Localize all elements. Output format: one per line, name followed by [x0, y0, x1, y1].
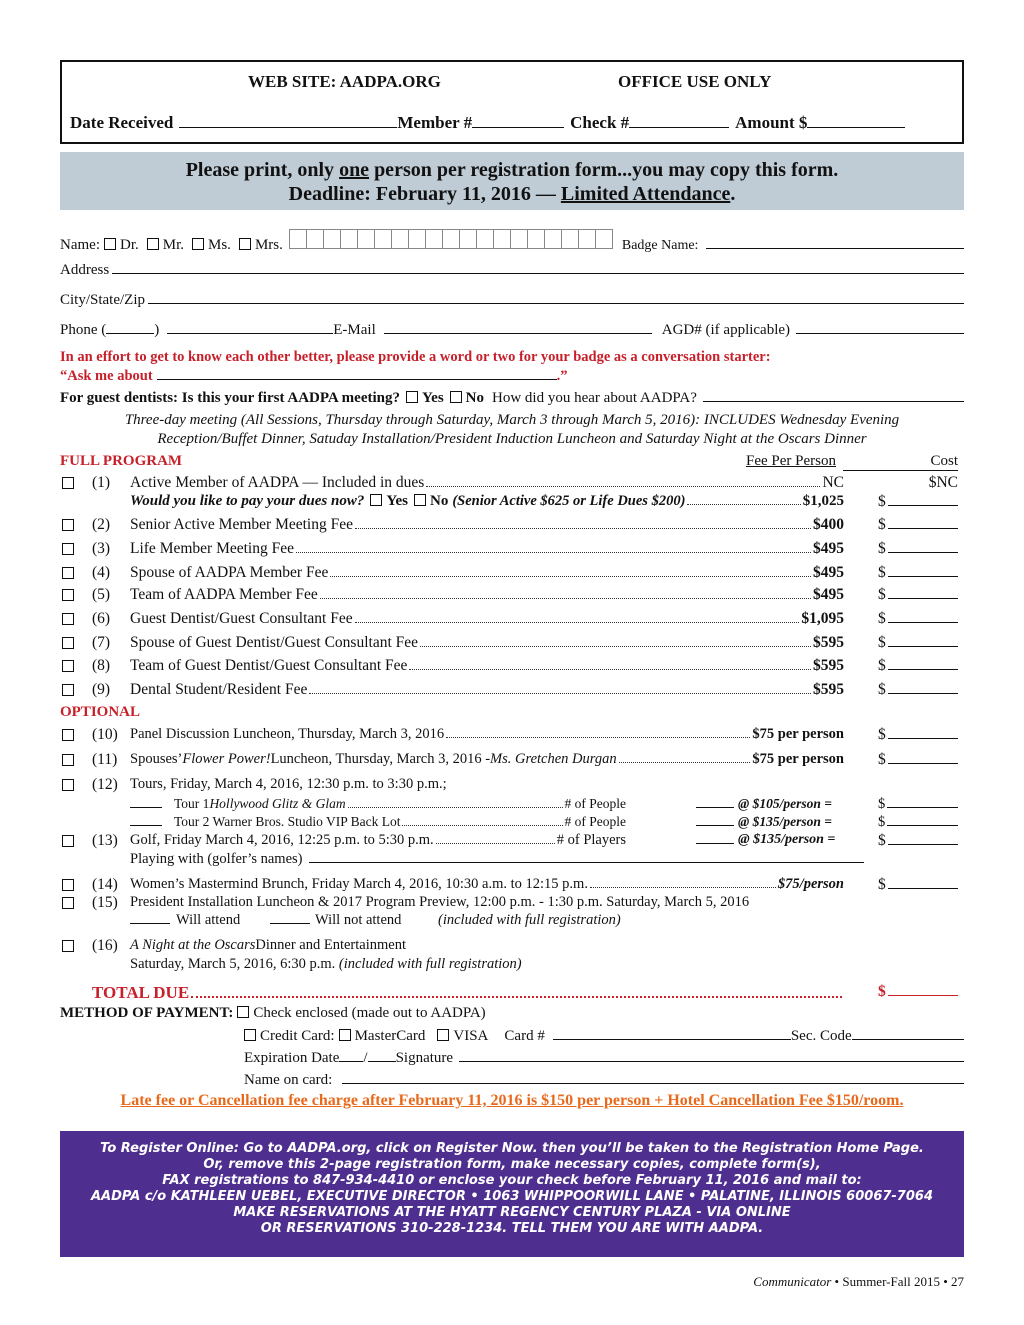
three-day-line2 [60, 431, 964, 448]
payment-method-label: METHOD OF PAYMENT: [60, 1005, 234, 1021]
visa-checkbox[interactable] [437, 1029, 449, 1041]
city-label: City/State/Zip [60, 292, 145, 308]
program-item-fee: NC [822, 474, 844, 491]
tour-label: Tour 1 [174, 796, 210, 811]
program-item-fee: $595 [813, 681, 844, 698]
ask-me-about-end: .” [556, 368, 568, 384]
golf-cost-field[interactable] [888, 833, 958, 845]
dues-yes-checkbox[interactable] [370, 494, 382, 506]
cost-dollar: $ [878, 681, 886, 698]
cost-dollar: $ [878, 751, 886, 768]
program-item-cost-field[interactable] [888, 611, 958, 623]
program-item-number: (8) [92, 657, 111, 674]
mr-label: Mr. [162, 237, 184, 253]
name-label: Name: [60, 237, 100, 253]
program-item-label: Active Member of AADPA — Included in dues [130, 474, 425, 491]
phone-field[interactable] [167, 321, 333, 334]
cost-dollar: $ [878, 610, 886, 627]
program-item-fee: $595 [813, 657, 844, 674]
program-item-checkbox[interactable] [62, 660, 74, 672]
signature-label: Signature [395, 1050, 454, 1066]
city-field[interactable] [148, 291, 964, 304]
deadline-text: Deadline: February 11, 2016 — [288, 183, 561, 205]
exp-year-field[interactable] [368, 1049, 396, 1062]
will-not-attend-field[interactable] [270, 912, 310, 924]
badge-name-label: Badge Name: [621, 238, 699, 253]
mastercard-checkbox[interactable] [339, 1029, 351, 1041]
players-label: # of Players [556, 832, 626, 848]
dues-question: Would you like to pay your dues now? [130, 493, 365, 509]
fee-header: Fee Per Person [746, 453, 836, 469]
option-14-checkbox[interactable] [62, 879, 74, 891]
option-number: (12) [92, 776, 118, 793]
deadline-period: . [730, 183, 736, 205]
program-item-checkbox[interactable] [62, 519, 74, 531]
check-field[interactable] [629, 112, 729, 128]
sec-code-label: Sec. Code [790, 1028, 852, 1044]
option-15-checkbox[interactable] [62, 897, 74, 909]
program-item-label: Spouse of AADPA Member Fee [130, 564, 329, 581]
dues-cost-field[interactable] [888, 494, 958, 506]
email-label: E-Mail [333, 322, 376, 338]
program-item-cost-field[interactable] [888, 517, 958, 529]
cost-dollar: $ [878, 516, 886, 533]
option-14-cost-field[interactable] [888, 877, 958, 889]
email-field[interactable] [384, 321, 652, 334]
address-label: Address [60, 262, 110, 278]
program-item-fee: $400 [813, 516, 844, 533]
register-text: Or, remove this 2-page registration form, make necessary copies, complete form(s), [203, 1157, 821, 1172]
program-item-number: (3) [92, 540, 111, 557]
program-item-cost-field[interactable] [888, 587, 958, 599]
date-received-label: Date Received [70, 113, 174, 132]
program-item-number: (1) [92, 474, 111, 491]
option-16-checkbox[interactable] [62, 940, 74, 952]
program-item-fee: $1,095 [801, 610, 844, 627]
credit-card-label: Credit Card: [260, 1028, 335, 1044]
cost-dollar: $ [878, 796, 886, 812]
option-13-checkbox[interactable] [62, 835, 74, 847]
cost-dollar: $ [878, 586, 886, 603]
office-use-label: OFFICE USE ONLY [618, 72, 772, 91]
program-item-cost-field[interactable] [888, 682, 958, 694]
dues-note: (Senior Active $625 or Life Dues $200) [452, 493, 686, 509]
cost-dollar: $ [878, 493, 886, 510]
dues-no-label: No [430, 493, 449, 509]
member-field[interactable] [472, 112, 564, 128]
fax-text: FAX registrations to 847-934-4410 or enclose your check before February 11, 2016 and mail to: [162, 1173, 862, 1188]
option-label: Tours, Friday, March 4, 2016, 12:30 p.m. to 3:30 p.m.; [130, 776, 447, 792]
program-item-fee: $595 [813, 634, 844, 651]
mrs-checkbox[interactable] [239, 238, 251, 250]
issue-page: • Summer-Fall 2015 • 27 [831, 1274, 964, 1289]
program-item-label: Team of AADPA Member Fee [130, 586, 318, 603]
amount-label: Amount $ [735, 113, 808, 132]
cost-dollar: $ [878, 876, 886, 893]
check-enclosed-checkbox[interactable] [237, 1006, 249, 1018]
tour-1-price: @ $105/person = [738, 796, 832, 811]
program-item-number: (7) [92, 634, 111, 651]
sec-code-field[interactable] [852, 1027, 964, 1040]
cost-dollar: $ [878, 540, 886, 557]
included-note: (included with full registration) [338, 956, 522, 972]
optional-header [60, 704, 964, 721]
visa-label: VISA [453, 1028, 489, 1044]
card-number-field[interactable] [553, 1027, 791, 1040]
mr-checkbox[interactable] [147, 238, 159, 250]
limited-attendance: Limited Attendance [560, 183, 731, 205]
will-not-attend-label: Will not attend [315, 912, 402, 928]
page-footer [753, 1274, 964, 1290]
tour-label: Tour 2 Warner Bros. Studio VIP Back Lot [174, 814, 401, 829]
dues-yes-label: Yes [386, 493, 408, 509]
three-day-text: Three-day meeting (All Sessions, Thursday through Saturday, March 3 through March 5, 2016): INCLUDES Wednesday Evening [124, 412, 900, 428]
option-label: Panel Discussion Luncheon, Thursday, March 3, 2016 [130, 726, 445, 742]
mail-address-text: AADPA c/o KATHLEEN UEBEL, EXECUTIVE DIRECTOR • 1063 WHIPPOORWILL LANE • PALATINE, ILLINOIS 60067-7064 [90, 1189, 933, 1204]
golf-partners-label: Playing with (golfer’s names) [130, 851, 303, 867]
ask-me-about-field[interactable] [157, 368, 557, 380]
option-number: (15) [92, 894, 118, 911]
cost-dollar: $ [878, 814, 886, 830]
expiration-label: Expiration Date [244, 1050, 340, 1066]
credit-card-checkbox[interactable] [244, 1029, 256, 1041]
program-item-cost-field[interactable] [888, 541, 958, 553]
will-attend-field[interactable] [130, 912, 170, 924]
program-item-cost: $NC [928, 474, 958, 491]
ms-checkbox[interactable] [192, 238, 204, 250]
option-label: Luncheon, Thursday, March 3, 2016 - [270, 751, 491, 767]
program-item-label: Spouse of Guest Dentist/Guest Consultant Fee [130, 634, 419, 651]
option-10-checkbox[interactable] [62, 729, 74, 741]
check-label: Check # [570, 113, 630, 132]
program-item-number: (6) [92, 610, 111, 627]
full-program-label: FULL PROGRAM [60, 453, 183, 469]
option-number: (16) [92, 937, 118, 954]
option-11-checkbox[interactable] [62, 754, 74, 766]
full-program-header [60, 453, 964, 470]
register-online-text: To Register Online: Go to AADPA.org, click on Register Now. then you’ll be taken to the Registration Home Page. [100, 1141, 924, 1156]
hotel-phone-text: OR RESERVATIONS 310-228-1234. TELL THEM YOU ARE WITH AADPA. [260, 1221, 764, 1236]
three-day-line1 [60, 412, 964, 429]
phone-label: Phone ( [60, 322, 107, 338]
option-label: Women’s Mastermind Brunch, Friday March 4, 2016, 10:30 a.m. to 12:15 p.m. [130, 876, 588, 892]
notice-emphasis: one [339, 159, 370, 181]
mrs-label: Mrs. [254, 237, 283, 253]
website-label: WEB SITE: AADPA.ORG [248, 72, 441, 91]
program-item-cost-field[interactable] [888, 565, 958, 577]
late-fee-notice [60, 1092, 964, 1110]
office-use-box [60, 60, 964, 144]
city-row [60, 291, 964, 309]
register-instructions-panel [60, 1131, 964, 1257]
option-label: Dinner and Entertainment [255, 937, 406, 953]
ms-label: Ms. [208, 237, 231, 253]
amount-field[interactable] [807, 112, 905, 128]
option-number: (10) [92, 726, 118, 743]
exp-slash: / [363, 1050, 368, 1066]
tour-2-quantity-field[interactable] [130, 814, 162, 826]
area-code-field[interactable] [106, 321, 154, 334]
conversation-line2 [60, 368, 964, 385]
golf-partners-field[interactable] [309, 850, 865, 863]
optional-label: OPTIONAL [60, 704, 141, 720]
signature-field[interactable] [459, 1049, 964, 1062]
option-label: Spouses’ [130, 751, 183, 767]
option-fee: $75 per person [752, 726, 844, 742]
total-due-field[interactable] [888, 984, 958, 996]
instructions-banner [60, 152, 964, 210]
address-field[interactable] [112, 261, 964, 274]
conversation-text: In an effort to get to know each other better, please provide a word or two for your badge as a conversation starter: [60, 349, 771, 365]
payment-row-4 [244, 1071, 964, 1089]
option-number: (13) [92, 832, 118, 849]
notice-text: person per registration form...you may copy this form. [369, 159, 839, 181]
first-meeting-yes-checkbox[interactable] [406, 391, 418, 403]
hear-about-label: How did you hear about AADPA? [492, 390, 697, 406]
option-11-cost-field[interactable] [888, 752, 958, 764]
dr-label: Dr. [119, 237, 139, 253]
program-item-checkbox[interactable] [62, 684, 74, 696]
conversation-line1 [60, 349, 964, 366]
program-item-label: Guest Dentist/Guest Consultant Fee [130, 610, 353, 627]
option-number: (14) [92, 876, 118, 893]
first-meeting-no-checkbox[interactable] [450, 391, 462, 403]
agd-field[interactable] [796, 321, 964, 334]
name-letter-boxes[interactable] [289, 229, 612, 249]
notice-text: Please print, only [185, 159, 340, 181]
will-attend-label: Will attend [176, 912, 241, 928]
program-item-number: (4) [92, 564, 111, 581]
name-on-card-label: Name on card: [244, 1072, 333, 1088]
cost-dollar: $ [878, 634, 886, 651]
program-item-checkbox[interactable] [62, 543, 74, 555]
program-item-number: (5) [92, 586, 111, 603]
dues-no-checkbox[interactable] [414, 494, 426, 506]
late-fee-text: Late fee or Cancellation fee charge after February 11, 2016 is $150 per person + Hotel Cancellation Fee $150/room. [120, 1092, 904, 1109]
program-item-label: Team of Guest Dentist/Guest Consultant Fee [130, 657, 408, 674]
hotel-reservation-text: MAKE RESERVATIONS AT THE HYATT REGENCY CENTURY PLAZA - VIA ONLINE [233, 1205, 791, 1220]
event-name: A Night at the Oscars [130, 937, 256, 953]
total-due-label: TOTAL DUE [92, 983, 190, 1002]
program-item-checkbox[interactable] [62, 637, 74, 649]
tour-name: Hollywood Glitz & Glam [209, 796, 346, 811]
option-number: (11) [92, 751, 118, 768]
check-enclosed-label: Check enclosed (made out to AADPA) [253, 1005, 486, 1021]
tour-1-quantity-field[interactable] [130, 796, 162, 808]
tour-2-price: @ $135/person = [738, 814, 832, 829]
program-item-label: Life Member Meeting Fee [130, 540, 294, 557]
payment-row-1 [60, 1005, 964, 1022]
first-meeting-question: For guest dentists: Is this your first AADPA meeting? [60, 390, 400, 406]
program-item-checkbox[interactable] [62, 477, 74, 489]
event-date: Saturday, March 5, 2016, 6:30 p.m. [130, 956, 339, 972]
name-row [60, 229, 964, 254]
hear-about-field[interactable] [703, 389, 964, 402]
option-label: President Installation Luncheon & 2017 Program Preview, 12:00 p.m. - 1:30 p.m. Saturday, March 5, 2016 [130, 894, 750, 910]
ask-me-about-label: “Ask me about [60, 368, 153, 384]
address-row [60, 261, 964, 279]
agd-label: AGD# (if applicable) [661, 322, 791, 338]
program-item-fee: $495 [813, 586, 844, 603]
people-label: # of People [564, 796, 626, 811]
program-item-cost-field[interactable] [888, 635, 958, 647]
golf-price: @ $135/person = [738, 832, 836, 847]
option-label: Golf, Friday March 4, 2016, 12:25 p.m. to 5:30 p.m. [130, 832, 434, 848]
program-item-cost-field[interactable] [888, 658, 958, 670]
option-12-checkbox[interactable] [62, 779, 74, 791]
name-on-card-field[interactable] [342, 1071, 964, 1084]
dr-checkbox[interactable] [104, 238, 116, 250]
program-item-label: Senior Active Member Meeting Fee [130, 516, 353, 533]
program-item-checkbox[interactable] [62, 567, 74, 579]
cost-dollar: $ [878, 832, 886, 849]
program-item-number: (9) [92, 681, 111, 698]
golf-players-field[interactable] [696, 832, 734, 844]
cost-header: Cost [843, 453, 958, 471]
cost-dollar: $ [878, 726, 886, 743]
tour-1-people-field[interactable] [696, 796, 734, 808]
tour-1-cost-field[interactable] [887, 796, 958, 808]
tour-2-people-field[interactable] [696, 814, 734, 826]
cost-dollar: $ [878, 983, 886, 1000]
no-label: No [465, 390, 485, 406]
yes-label: Yes [422, 390, 444, 406]
exp-month-field[interactable] [339, 1049, 363, 1062]
program-item-label: Dental Student/Resident Fee [130, 681, 308, 698]
people-label: # of People [564, 814, 626, 829]
guest-row [60, 389, 964, 407]
date-received-field[interactable] [179, 112, 397, 128]
program-item-number: (2) [92, 516, 111, 533]
three-day-text: Reception/Buffet Dinner, Satuday Installation/President Induction Luncheon and Saturday Night at the Oscars Dinner [157, 431, 867, 447]
phone-row [60, 321, 964, 339]
program-item-checkbox[interactable] [62, 613, 74, 625]
payment-row-2 [244, 1027, 964, 1045]
speaker-name: Ms. Gretchen Durgan [490, 751, 617, 767]
program-item-checkbox[interactable] [62, 589, 74, 601]
option-fee: $75/person [777, 876, 844, 892]
option-label-italic: Flower Power! [182, 751, 271, 767]
phone-close: ) [154, 322, 160, 338]
option-fee: $75 per person [752, 751, 844, 767]
option-10-cost-field[interactable] [888, 727, 958, 739]
member-label: Member # [397, 113, 473, 132]
cost-dollar: $ [878, 657, 886, 674]
mastercard-label: MasterCard [354, 1028, 426, 1044]
program-item-fee: $495 [813, 540, 844, 557]
included-note: (included with full registration) [438, 912, 621, 928]
card-number-label: Card # [504, 1028, 545, 1044]
payment-row-3 [244, 1049, 964, 1067]
program-item-fee: $495 [813, 564, 844, 581]
publication-name: Communicator [753, 1274, 832, 1289]
cost-dollar: $ [878, 564, 886, 581]
dues-fee: $1,025 [802, 493, 844, 509]
tour-2-cost-field[interactable] [887, 814, 958, 826]
badge-name-field[interactable] [706, 236, 964, 249]
